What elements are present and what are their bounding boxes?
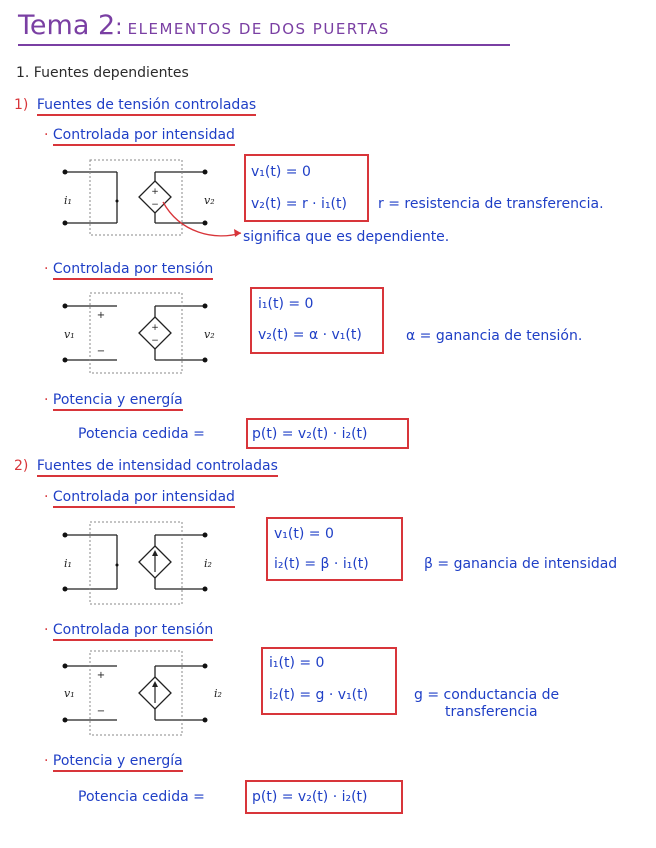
equation-2: i₂(t) = β · i₁(t) <box>274 556 369 572</box>
src-plus: + <box>151 323 159 333</box>
src-minus: − <box>151 336 159 346</box>
equation-1: v₁(t) = 0 <box>251 164 311 180</box>
port-right-label: i₂ <box>214 687 222 700</box>
circuit-3 <box>55 517 215 607</box>
title-colon: : <box>115 15 123 40</box>
title-subtitle: ELEMENTOS DE DOS PUERTAS <box>127 20 390 38</box>
port-left-label: v₁ <box>64 328 75 341</box>
page-title <box>18 12 510 46</box>
power-formula: p(t) = v₂(t) · i₂(t) <box>252 426 368 442</box>
equation-1: i₁(t) = 0 <box>269 655 325 671</box>
equation-1: i₁(t) = 0 <box>258 296 314 312</box>
equation-2: v₂(t) = α · v₁(t) <box>258 327 362 343</box>
circuit-4 <box>55 648 215 738</box>
circuit-2 <box>55 288 215 378</box>
subsection-number: 2) <box>14 458 29 474</box>
equation-1: v₁(t) = 0 <box>274 526 334 542</box>
bullet: · <box>44 261 49 277</box>
power-label: Potencia cedida = <box>78 789 205 805</box>
src-minus: − <box>151 200 159 210</box>
src-plus: + <box>151 187 159 197</box>
port-left-label: i₁ <box>64 194 72 207</box>
port-left-label: i₁ <box>64 557 72 570</box>
bullet: · <box>44 392 49 408</box>
block-title-text: Controlada por intensidad <box>53 489 235 508</box>
bullet: · <box>44 753 49 769</box>
block-2-title <box>44 262 213 276</box>
subsection-title: Fuentes de intensidad controladas <box>37 458 278 477</box>
equation-note-line2: transferencia <box>445 704 538 720</box>
power-label: Potencia cedida = <box>78 426 205 442</box>
subsection-2-heading <box>14 459 278 473</box>
equation-2: i₂(t) = g · v₁(t) <box>269 687 369 703</box>
port-plus: + <box>96 670 106 681</box>
equation-note: β = ganancia de intensidad <box>424 556 618 572</box>
port-plus: + <box>96 310 106 321</box>
subsection-title: Fuentes de tensión controladas <box>37 97 256 116</box>
arrow-note: significa que es dependiente. <box>243 229 450 245</box>
block-title-text: Controlada por tensión <box>53 622 213 641</box>
equation-2: v₂(t) = r · i₁(t) <box>251 196 347 212</box>
title-tema: Tema 2 <box>18 10 116 41</box>
block-title-text: Potencia y energía <box>53 392 183 411</box>
block-3-title <box>44 490 235 504</box>
power-formula: p(t) = v₂(t) · i₂(t) <box>252 789 368 805</box>
port-right-label: i₂ <box>204 557 212 570</box>
power-2-title <box>44 754 183 768</box>
power-1-title <box>44 393 183 407</box>
equation-note: α = ganancia de tensión. <box>406 328 583 344</box>
bullet: · <box>44 489 49 505</box>
port-right-label: v₂ <box>204 194 215 207</box>
equation-note-line1: g = conductancia de <box>414 687 560 703</box>
block-title-text: Controlada por tensión <box>53 261 213 280</box>
block-title-text: Potencia y energía <box>53 753 183 772</box>
subsection-1-heading <box>14 98 256 112</box>
port-right-label: v₂ <box>204 328 215 341</box>
port-minus: − <box>96 346 106 357</box>
port-left-label: v₁ <box>64 687 75 700</box>
port-minus: − <box>96 706 106 717</box>
section-heading: 1. Fuentes dependientes <box>16 65 189 81</box>
block-title-text: Controlada por intensidad <box>53 127 235 146</box>
block-4-title <box>44 623 213 637</box>
equation-note: r = resistencia de transferencia. <box>378 196 604 212</box>
circuit-1 <box>55 155 215 235</box>
block-1-title <box>44 128 235 142</box>
bullet: · <box>44 127 49 143</box>
bullet: · <box>44 622 49 638</box>
subsection-number: 1) <box>14 97 29 113</box>
